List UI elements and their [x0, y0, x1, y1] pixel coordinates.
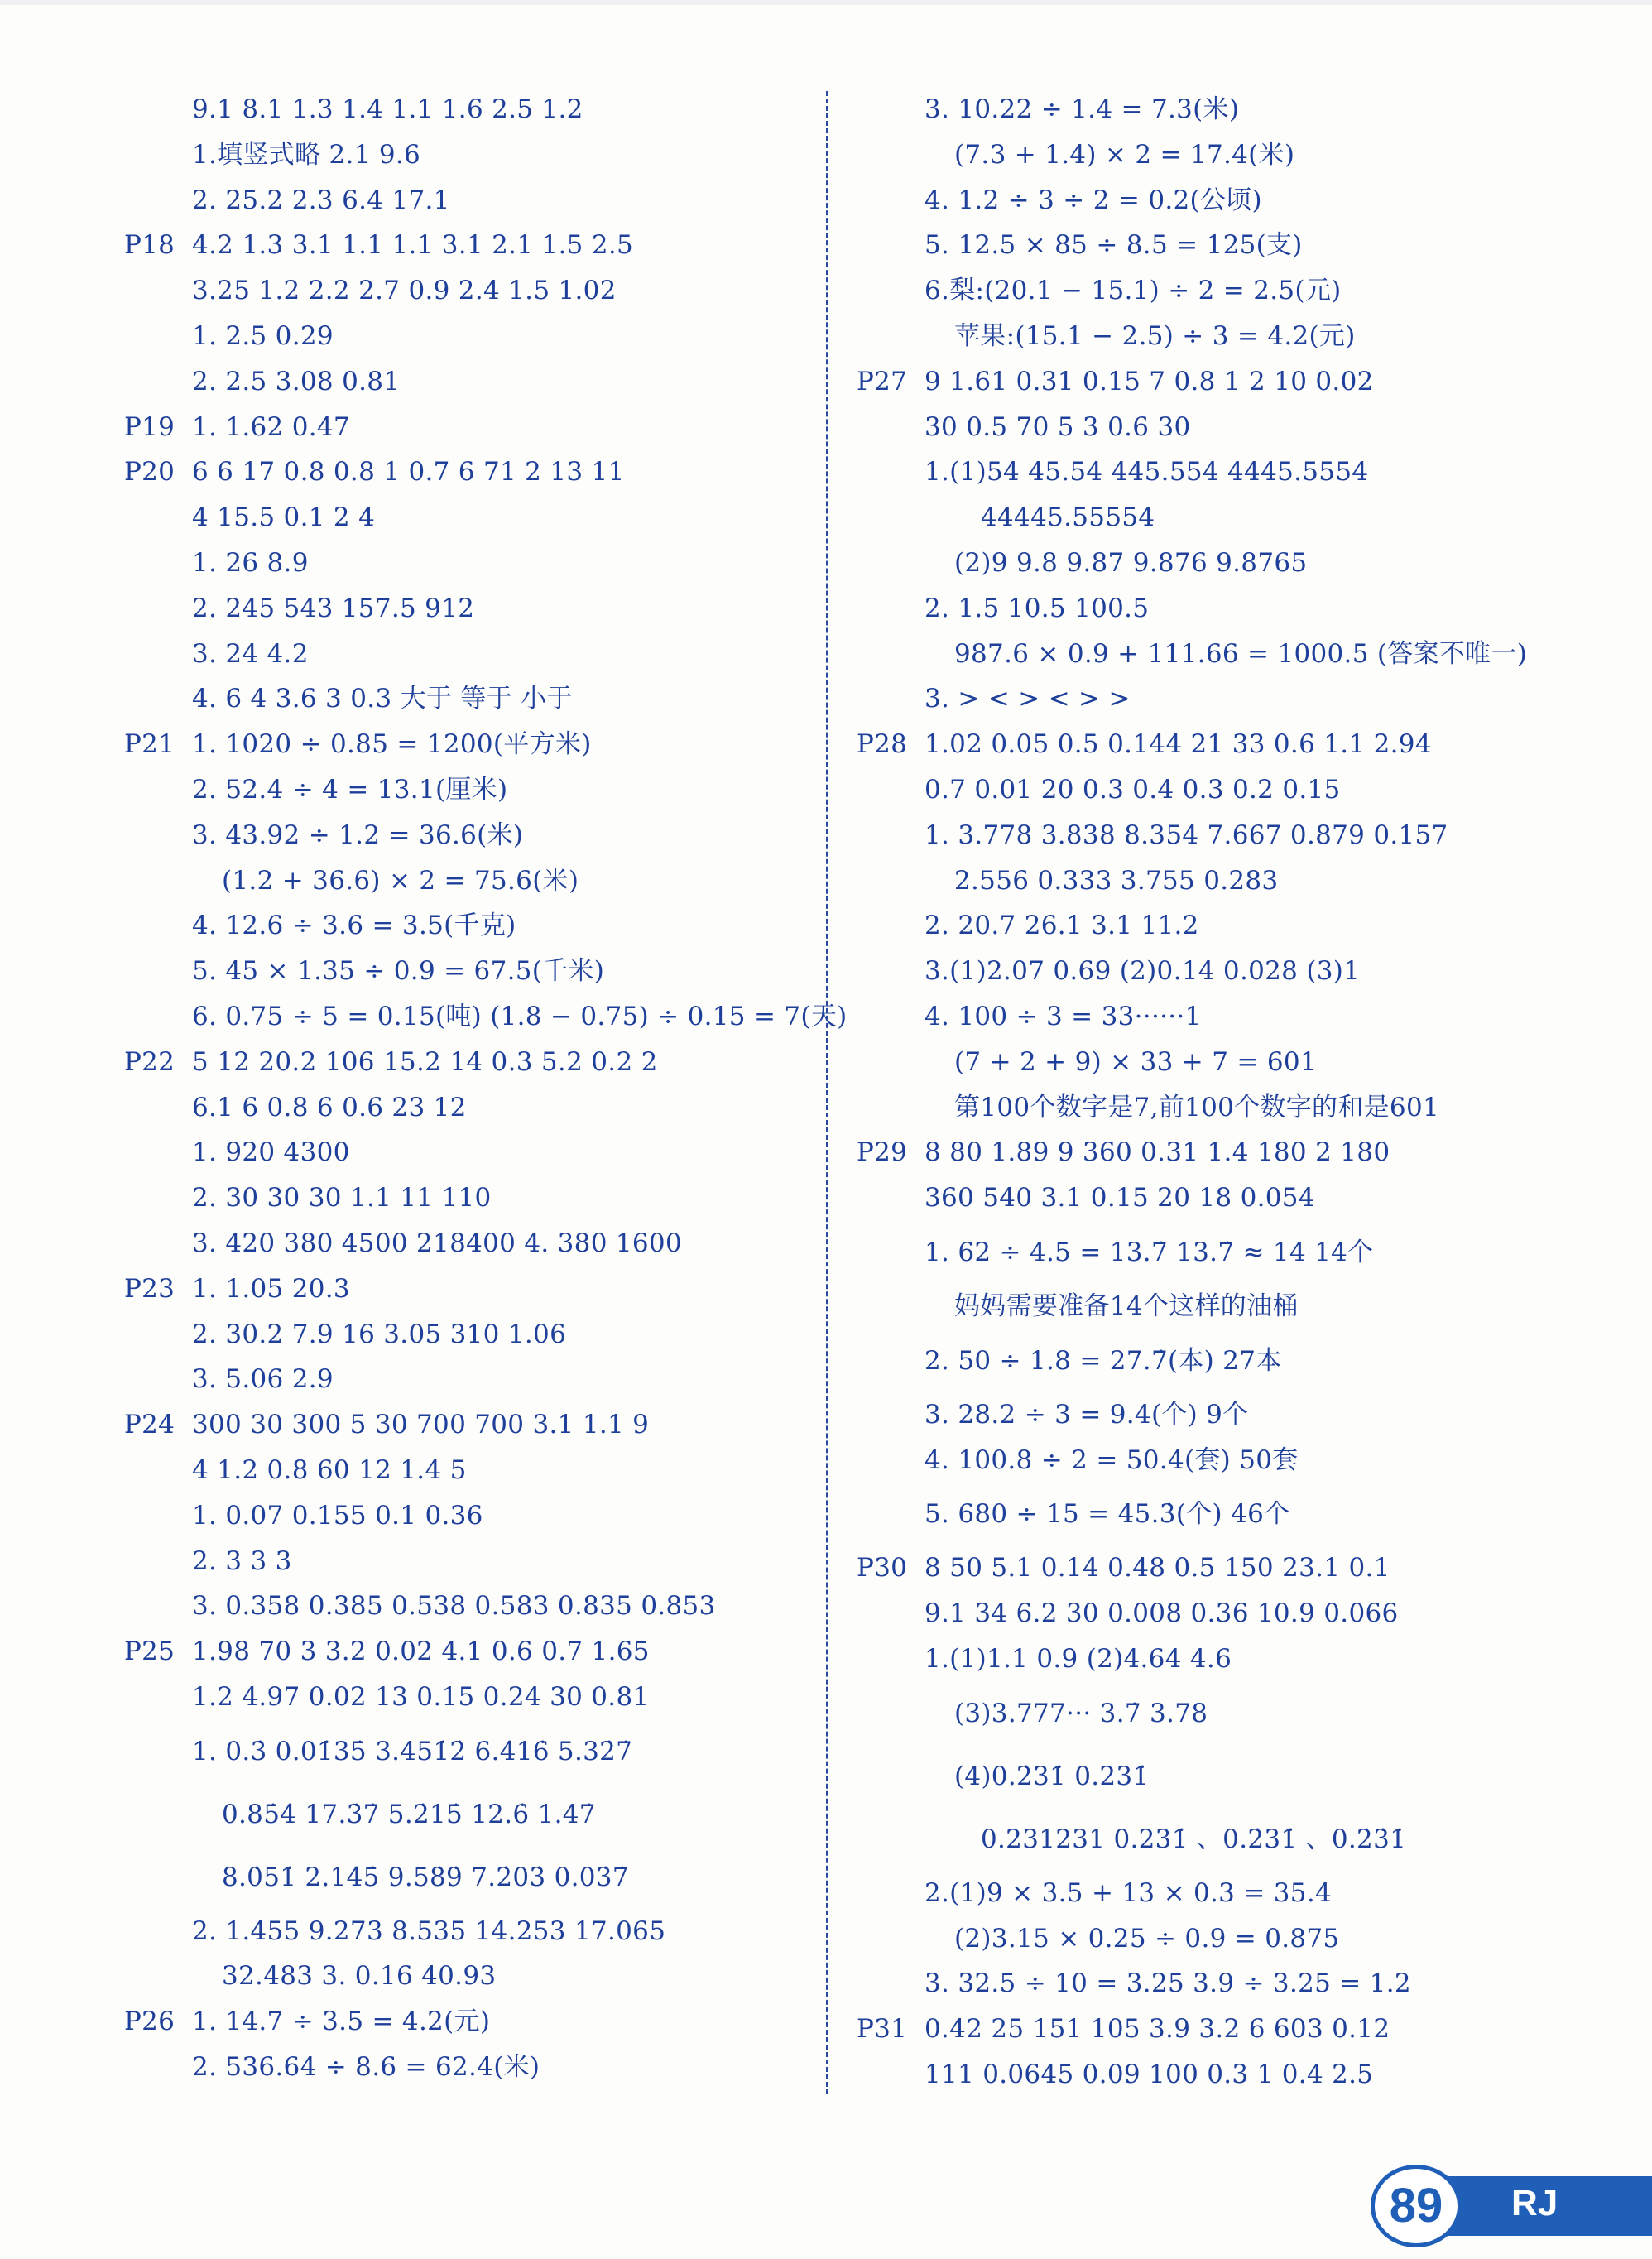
answer-text: 9 1.61 0.31 0.15 7 0.8 1 2 10 0.02	[924, 366, 1374, 397]
answer-text: 1. 0.3̇ 0.01̇35̇ 3.451̇2̇ 6.4̇16̇ 5.32̇7̇	[192, 1736, 633, 1766]
answer-line	[857, 2052, 1602, 2098]
answer-text: 3. 0.358 0.385 0.538 0.583 0.835 0.853	[192, 1591, 716, 1622]
answer-text: 2.(1)9 × 3.5 + 13 × 0.3 = 35.4	[924, 1877, 1333, 1908]
answer-text: 3. > < > < > >	[924, 684, 1131, 714]
answer-text: 360 540 3.1 0.15 20 18 0.054	[924, 1183, 1315, 1214]
answer-text: 3. 32.5 ÷ 10 = 3.25 3.9 ÷ 3.25 = 1.2	[924, 1968, 1411, 1999]
answer-line	[857, 1871, 1602, 1916]
answer-text: 3. 24 4.2	[192, 638, 309, 669]
answer-line	[857, 994, 1602, 1040]
answer-text: 1.(1)1.1 0.9 (2)4.64 4.6	[924, 1643, 1232, 1674]
answer-line	[857, 722, 1602, 767]
answer-line	[857, 1085, 1602, 1131]
answer-line	[124, 1909, 803, 1954]
answer-line	[857, 632, 1602, 677]
answer-text: 3. 420 380 4500 218400 4. 380 1600	[192, 1228, 682, 1258]
answer-text: 987.6 × 0.9 + 111.66 = 1000.5 (答案不唯一)	[954, 638, 1528, 669]
answer-line	[857, 178, 1602, 223]
answer-line	[124, 1357, 803, 1402]
answer-line	[124, 1584, 803, 1629]
answer-text: 3.25 1.2 2.2 2.7 0.9 2.4 1.5 1.02	[192, 276, 617, 306]
answer-text: 妈妈需要准备14个这样的油桶	[954, 1291, 1299, 1321]
answer-line	[124, 1675, 803, 1720]
answer-line	[124, 1629, 803, 1675]
answer-text: 4. 12.6 ÷ 3.6 = 3.5(千克)	[192, 911, 516, 941]
answer-line	[124, 1266, 803, 1312]
answer-text: 3. 28.2 ÷ 3 = 9.4(个) 9个	[924, 1399, 1249, 1430]
answer-line	[124, 1999, 803, 2045]
answer-line	[124, 178, 803, 223]
answer-line	[124, 722, 803, 767]
page-label: P18	[124, 230, 175, 261]
page-label: P29	[857, 1137, 908, 1168]
page-label: P28	[857, 729, 908, 760]
answer-text: 5. 680 ÷ 15 = 45.3̇(个) 46个	[924, 1499, 1290, 1530]
answer-text: 1. 920 4300	[192, 1137, 350, 1168]
answer-text: 2. 50 ÷ 1.8 = 27.7̇(本) 27本	[924, 1345, 1282, 1376]
answer-text: 0.42 25 151 105 3.9 3.2 6 603 0.12	[924, 2014, 1390, 2045]
answer-line	[857, 359, 1602, 405]
answer-line	[857, 676, 1602, 722]
page-label: P23	[124, 1273, 175, 1304]
answer-text: (2)3.15 × 0.25 ÷ 0.9 = 0.875	[954, 1923, 1340, 1954]
answer-text: 6. 0.75 ÷ 5 = 0.15(吨) (1.8 − 0.75) ÷ 0.15 = 7(天)	[192, 1001, 848, 1031]
answer-text: 8 80 1.89 9 360 0.31 1.4 180 2 180	[924, 1137, 1390, 1168]
answer-line	[857, 1637, 1602, 1682]
answer-line	[857, 2007, 1602, 2052]
answer-text: 8 50 5.1 0.14 0.48 0.5 150 23.1 0.1	[924, 1553, 1390, 1584]
answer-text: 3. 10.22 ÷ 1.4 = 7.3(米)	[924, 94, 1240, 124]
answer-text: 2. 1.455 9.273 8.535 14.253 17.065	[192, 1915, 666, 1946]
answer-line	[857, 449, 1602, 495]
answer-line	[124, 1493, 803, 1539]
answer-text: (4)0.2̇31̇ 0.231̇	[954, 1761, 1150, 1791]
answer-line	[124, 1312, 803, 1358]
answer-text: 4 15.5 0.1 2 4	[192, 502, 376, 533]
answer-line	[124, 1040, 803, 1085]
answer-text: 2. 245 543 157.5 912	[192, 593, 475, 623]
answer-text: 2. 52.4 ÷ 4 = 13.1(厘米)	[192, 774, 508, 805]
answer-line	[124, 949, 803, 994]
answer-line	[857, 1392, 1602, 1438]
answer-text: 1. 2.5 0.29	[192, 320, 334, 351]
answer-line	[124, 1448, 803, 1493]
answer-line	[124, 2045, 803, 2090]
answer-text: 30 0.5 70 5 3 0.6 30	[924, 411, 1191, 442]
answer-line	[857, 586, 1602, 632]
answer-text: 苹果:(15.1 − 2.5) ÷ 3 = 4.2(元)	[954, 320, 1356, 351]
answer-line	[124, 994, 848, 1040]
answer-text: 1. 62 ÷ 4.5 = 13.7̇ 13.7̇ ≈ 14 14个	[924, 1237, 1374, 1267]
answer-line	[857, 1745, 1602, 1808]
page-label: P22	[124, 1046, 175, 1077]
answer-text: 0.231231 0.231̇ 、0.2̇31̇ 、0.2̇3̇1̇	[981, 1824, 1407, 1854]
right-column	[857, 87, 1602, 2098]
answer-line	[124, 586, 803, 632]
answer-line	[124, 541, 803, 586]
answer-text: 6.1 6 0.8 6 0.6 23 12	[192, 1092, 467, 1122]
answer-line	[124, 767, 803, 813]
answer-line	[124, 1954, 803, 1999]
answer-line	[124, 1846, 803, 1909]
column-divider	[826, 91, 828, 2094]
answer-text: 1.98 70 3 3.2 0.02 4.1 0.6 0.7 1.65	[192, 1637, 650, 1667]
answer-line	[857, 1438, 1602, 1483]
answer-line	[124, 1175, 803, 1221]
answer-line	[857, 1483, 1602, 1545]
answer-line	[124, 903, 803, 949]
answer-line	[857, 1175, 1602, 1221]
answer-line	[857, 495, 1602, 541]
answer-line	[124, 449, 803, 495]
answer-line	[857, 1221, 1602, 1284]
answer-line	[124, 1783, 803, 1846]
answer-text: 1. 1.62 0.47	[192, 411, 350, 442]
answer-text: 1.填竖式略 2.1 9.6	[192, 139, 421, 170]
answer-text: 2. 20.7 26.1 3.1 11.2	[924, 911, 1199, 941]
answer-text: 6 6 17 0.8 0.8 1 0.7 6 71 2 13 11	[192, 457, 625, 488]
answer-text: 5. 12.5 × 85 ÷ 8.5 = 125(支)	[924, 230, 1303, 261]
answer-text: 0.85̇4̇ 17.3̇7̇ 5.2̇15̇ 12.6̇ 1.47̇	[222, 1799, 596, 1829]
answer-text: 4 1.2 0.8 60 12 1.4 5	[192, 1454, 467, 1485]
answer-line	[124, 1130, 803, 1175]
answer-text: 6.梨:(20.1 − 15.1) ÷ 2 = 2.5(元)	[924, 276, 1342, 306]
answer-text: 32.483 3. 0.16 40.93	[222, 1961, 497, 1992]
answer-line	[857, 813, 1602, 858]
answer-text: (7.3 + 1.4) × 2 = 17.4(米)	[954, 139, 1295, 170]
answer-text: 4. 100 ÷ 3 = 33······1	[924, 1001, 1202, 1031]
answer-line	[124, 1720, 803, 1783]
edition-tag: RJ	[1511, 2183, 1558, 2223]
answer-line	[857, 132, 1602, 178]
answer-text: 2. 30.2 7.9 16 3.05 310 1.06	[192, 1319, 567, 1349]
answer-text: 2. 25.2 2.3 6.4 17.1	[192, 185, 450, 215]
answer-text: 2. 1.5 10.5 100.5	[924, 593, 1150, 623]
answer-text: 1. 1.05 20.3	[192, 1273, 350, 1304]
answer-text: 3. 5.06 2.9	[192, 1364, 334, 1395]
answer-text: 5. 45 × 1.35 ÷ 0.9 = 67.5(千米)	[192, 956, 605, 987]
answer-line	[857, 405, 1602, 450]
answer-text: 1.2 4.97 0.02 13 0.15 0.24 30 0.81	[192, 1681, 650, 1712]
answer-text: 2.556 0.333 3.755 0.283	[954, 865, 1279, 896]
answer-text: 9.1 8.1 1.3 1.4 1.1 1.6 2.5 1.2	[192, 94, 583, 124]
answer-text: 0.7 0.01 20 0.3 0.4 0.3 0.2 0.15	[924, 774, 1341, 805]
answer-line	[857, 1130, 1602, 1175]
answer-text: 8.0̇51̇ 2.14̇5̇ 9.58̇9̇ 7.2̇03̇ 0.03̇7̇	[222, 1862, 629, 1892]
page-label: P24	[124, 1410, 175, 1440]
page-label: P25	[124, 1637, 175, 1667]
answer-line	[857, 87, 1602, 132]
answer-text: 1. 26 8.9	[192, 547, 309, 578]
page-label: P31	[857, 2014, 908, 2045]
answer-text: 4. 100.8 ÷ 2 = 50.4(套) 50套	[924, 1444, 1299, 1475]
answer-line	[124, 813, 803, 858]
answer-line	[857, 223, 1602, 268]
answer-text: (3)3.777··· 3.7̇ 3.78	[954, 1698, 1208, 1728]
answer-line	[124, 495, 803, 541]
page-label: P20	[124, 457, 175, 488]
page-label: P27	[857, 366, 908, 397]
page-label: P26	[124, 2007, 175, 2037]
answer-text: 1.(1)54 45.54 445.554 4445.5554	[924, 457, 1369, 488]
answer-text: 44445.55554	[981, 502, 1155, 533]
answer-line	[857, 1040, 1602, 1085]
answer-line	[857, 1916, 1602, 1962]
answer-line	[857, 903, 1602, 949]
answer-line	[124, 132, 803, 178]
answer-text: 2. 536.64 ÷ 8.6 = 62.4(米)	[192, 2052, 540, 2083]
page-number: 89	[1371, 2165, 1462, 2247]
top-edge	[0, 0, 1652, 5]
answer-line	[857, 1961, 1602, 2007]
answer-text: 4. 6 4 3.6 3 0.3 大于 等于 小于	[192, 684, 573, 714]
answer-text: 3. 43.92 ÷ 1.2 = 36.6(米)	[192, 819, 524, 850]
answer-line	[124, 676, 803, 722]
answer-text: 9.1 34 6.2 30 0.008 0.36 10.9 0.066	[924, 1598, 1399, 1629]
answer-line	[124, 858, 803, 904]
answer-line	[857, 767, 1602, 813]
answer-text: 1.02 0.05 0.5 0.144 21 33 0.6 1.1 2.94	[924, 729, 1432, 760]
answer-text: 2. 30 30 30 1.1 11 110	[192, 1183, 492, 1214]
answer-text: 300 30 300 5 30 700 700 3.1 1.1 9	[192, 1410, 650, 1440]
answer-line	[857, 949, 1602, 994]
answer-line	[857, 858, 1602, 904]
answer-line	[124, 1539, 803, 1584]
answer-text: 5 12 20.2 106 15.2 14 0.3 5.2 0.2 2	[192, 1046, 658, 1077]
answer-line	[857, 1284, 1602, 1329]
answer-text: 1. 1020 ÷ 0.85 = 1200(平方米)	[192, 729, 592, 760]
answer-line	[857, 314, 1602, 359]
answer-line	[857, 268, 1602, 314]
answer-text: 2. 3 3 3	[192, 1545, 292, 1576]
answer-line	[857, 1808, 1602, 1871]
page-label: P19	[124, 411, 175, 442]
answer-text: 1. 0.07 0.155 0.1 0.36	[192, 1500, 483, 1531]
page-badge	[1371, 2176, 1652, 2236]
page-label: P21	[124, 729, 175, 760]
answer-text: 111 0.0645 0.09 100 0.3 1 0.4 2.5	[924, 2059, 1374, 2089]
answer-line	[857, 1591, 1602, 1637]
page-label: P30	[857, 1553, 908, 1584]
answer-line	[857, 1545, 1602, 1591]
answer-text: (2)9 9.8 9.87 9.876 9.8765	[954, 547, 1308, 578]
answer-line	[124, 268, 803, 314]
answer-line	[124, 359, 803, 405]
answer-text: 1. 3.778 3.838 8.354 7.667 0.879 0.157	[924, 819, 1448, 850]
answer-line	[124, 87, 803, 132]
answer-line	[857, 1682, 1602, 1745]
answer-text: 1. 14.7 ÷ 3.5 = 4.2(元)	[192, 2007, 491, 2037]
answer-line	[124, 1085, 803, 1131]
answer-text: 4.2 1.3 3.1 1.1 1.1 3.1 2.1 1.5 2.5	[192, 230, 634, 261]
answer-text: 3.(1)2.07 0.69 (2)0.14 0.028 (3)1	[924, 956, 1361, 987]
answer-text: (1.2 + 36.6) × 2 = 75.6(米)	[222, 865, 579, 896]
answer-line	[124, 1402, 803, 1448]
answer-line	[124, 223, 803, 268]
answer-text: 2. 2.5 3.08 0.81	[192, 366, 401, 397]
answer-line	[857, 541, 1602, 586]
answer-text: 第100个数字是7,前100个数字的和是601	[954, 1092, 1439, 1122]
answer-line	[124, 632, 803, 677]
left-column	[124, 87, 848, 2090]
answer-text: (7 + 2 + 9) × 33 + 7 = 601	[954, 1046, 1317, 1077]
answer-text: 4. 1.2 ÷ 3 ÷ 2 = 0.2(公顷)	[924, 185, 1262, 215]
answer-line	[124, 314, 803, 359]
answer-line	[857, 1329, 1602, 1392]
answer-line	[124, 405, 803, 450]
answer-line	[124, 1221, 803, 1266]
